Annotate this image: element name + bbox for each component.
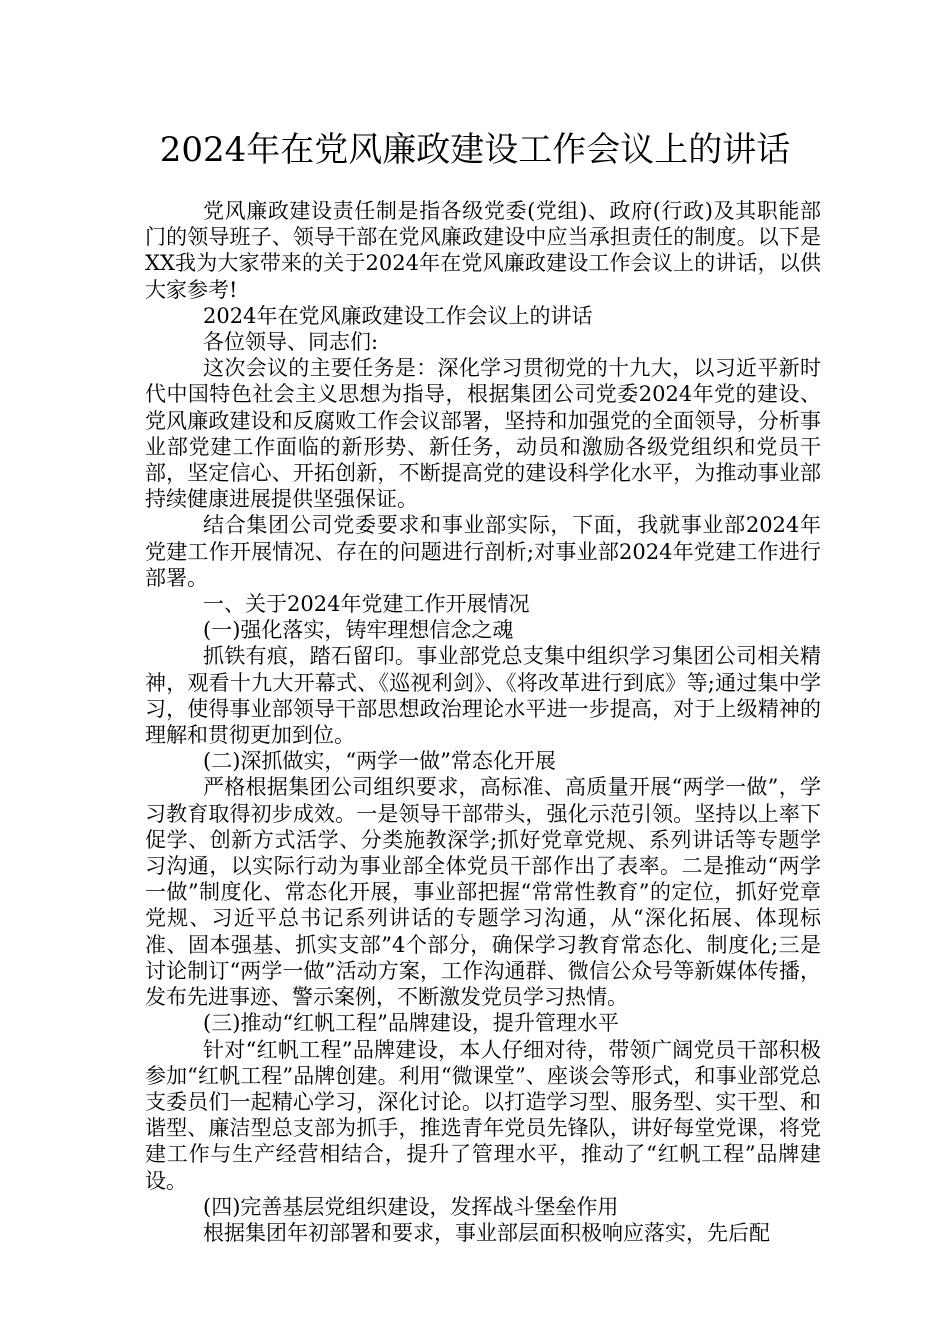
speech-title-line: 2024年在党风廉政建设工作会议上的讲话 [203,303,593,328]
paragraph-red-sail: 针对“红帆工程”品牌建设，本人仔细对待，带领广阔党员干部积极参加“红帆工程”品牌创建。利用“微课堂”、座谈会等形式，和事业部党总支委员们一起精心学习，深化讨论。以打造学习型、服务型、实干型、和谐型、廉洁型总支部为抓手，推选青年党员先锋队，讲好每堂党课，将党建工作与生产经营相结合，提升了管理水平，推动了“红帆工程”品牌建设。 [145,1037,821,1193]
paragraph-outline: 结合集团公司党委要求和事业部实际，下面，我就事业部2024年党建工作开展情况、存在的问题进行剖析;对事业部2024年党建工作进行部署。 [145,513,821,590]
subheading-4: (四)完善基层党组织建设，发挥战斗堡垒作用 [203,1194,619,1219]
document-body [145,198,821,1246]
paragraph-grassroots: 根据集团年初部署和要求，事业部层面积极响应落实，先后配 [203,1220,770,1245]
intro-paragraph: 党风廉政建设责任制是指各级党委(党组)、政府(行政)及其职能部门的领导班子、领导干部在党风廉政建设中应当承担责任的制度。以下是XX我为大家带来的关于2024年在党风廉政建设工作会议上的讲话，以供大家参考! [145,199,821,302]
document-title: 2024年在党风廉政建设工作会议上的讲话 [159,130,791,170]
paragraph-study: 抓铁有痕，踏石留印。事业部党总支集中组织学习集团公司相关精神，观看十九大开幕式、《巡视利剑》、《将改革进行到底》等;通过集中学习，使得事业部领导干部思想政治理论水平进一步提高，对于上级精神的理解和贯彻更加到位。 [145,644,821,748]
paragraph-two-studies: 严格根据集团公司组织要求，高标准、高质量开展“两学一做”，学习教育取得初步成效。一是领导干部带头，强化示范引领。坚持以上率下促学、创新方式活学、分类施教深学;抓好党章党规、系列讲话等专题学习沟通，以实际行动为事业部全体党员干部作出了表率。二是推动“两学一做”制度化、常态化开展，事业部把握“常常性教育”的定位，抓好党章党规、习近平总书记系列讲话的专题学习沟通，从“深化拓展、体现标准、固本强基、抓实支部”4个部分，确保学习教育常态化、制度化;三是讨论制订“两学一做”活动方案，工作沟通群、微信公众号等新媒体传播，发布先进事迹、警示案例，不断激发党员学习热情。 [145,775,821,1010]
subheading-1: (一)强化落实，铸牢理想信念之魂 [203,618,514,643]
subheading-3: (三)推动“红帆工程”品牌建设，提升管理水平 [203,1011,619,1036]
paragraph-meeting-task: 这次会议的主要任务是：深化学习贯彻党的十九大，以习近平新时代中国特色社会主义思想为指导，根据集团公司党委2024年党的建设、党风廉政建设和反腐败工作会议部署，坚持和加强党的全面领导，分析事业部党建工作面临的新形势、新任务，动员和激励各级党组织和党员干部，坚定信心、开拓创新，不断提高党的建设科学化水平，为推动事业部持续健康进展提供坚强保证。 [145,356,821,512]
salutation: 各位领导、同志们: [203,330,379,355]
subheading-2: (二)深抓做实，“两学一做”常态化开展 [203,749,556,774]
section-heading-1: 一、关于2024年党建工作开展情况 [203,592,530,617]
